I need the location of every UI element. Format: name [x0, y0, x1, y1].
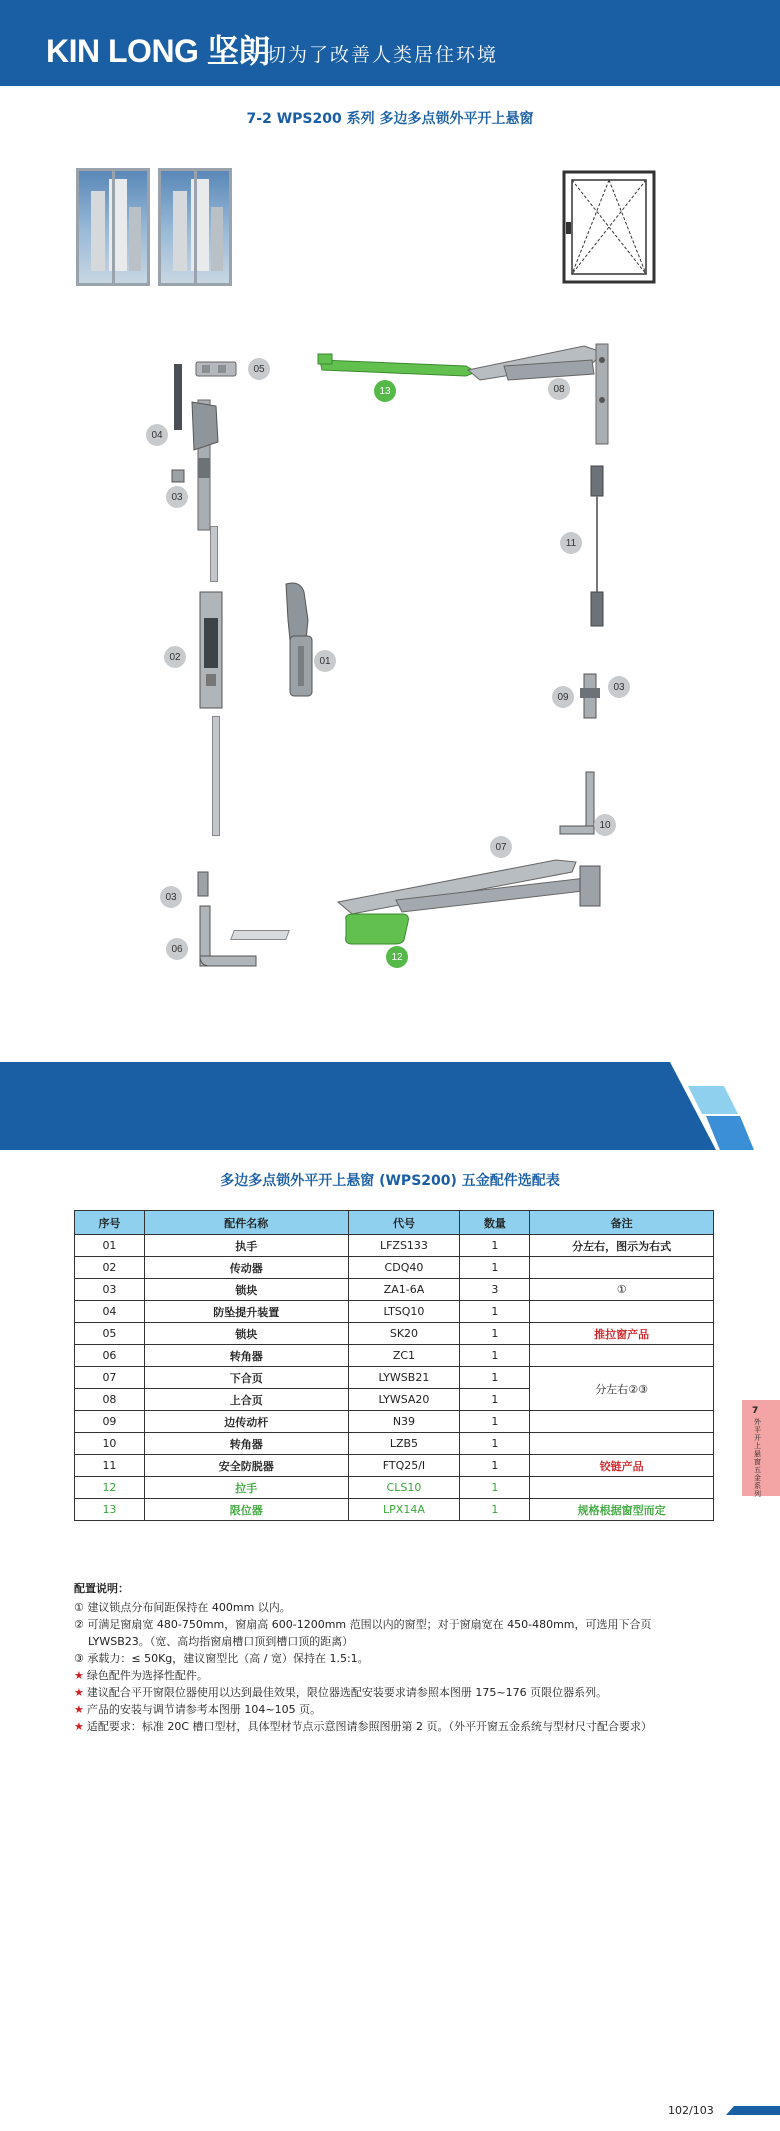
- note-line: ★ 绿色配件为选择性配件。: [74, 1669, 208, 1682]
- cell-code: ZC1: [348, 1345, 460, 1367]
- part-number-02: 02: [164, 646, 186, 668]
- lock-block-part: [194, 870, 212, 900]
- cell-no: 05: [75, 1323, 145, 1345]
- cell-note: 规格根据窗型而定: [530, 1499, 714, 1521]
- cell-no: 07: [75, 1367, 145, 1389]
- cell-name: 安全防脱器: [144, 1455, 348, 1477]
- cell-note: [530, 1257, 714, 1279]
- cell-code: CDQ40: [348, 1257, 460, 1279]
- star-icon: ★: [74, 1686, 84, 1699]
- part-number-10: 10: [594, 814, 616, 836]
- page-number-bar: [726, 2106, 780, 2115]
- table-row: [75, 1279, 714, 1301]
- table-header-row: [75, 1211, 714, 1235]
- chapter-tab: [742, 1400, 780, 1496]
- cell-qty: 1: [460, 1235, 530, 1257]
- notes-heading: 配置说明：: [74, 1582, 129, 1595]
- cell-name: 上合页: [144, 1389, 348, 1411]
- note-line: ★ 建议配合平开窗限位器使用以达到最佳效果，限位器选配安装要求请参照本图册 175~176 页限位器系列。: [74, 1686, 608, 1699]
- upper-hinge-part: [464, 340, 614, 450]
- table-row: [75, 1301, 714, 1323]
- cell-note: [530, 1301, 714, 1323]
- part-number-11: 11: [560, 532, 582, 554]
- window-photo: [76, 168, 150, 286]
- cell-name: 转角器: [144, 1345, 348, 1367]
- cell-name: 边传动杆: [144, 1411, 348, 1433]
- cell-no: 01: [75, 1235, 145, 1257]
- connecting-bar-part: [210, 526, 218, 582]
- cell-qty: 1: [460, 1433, 530, 1455]
- cell-name: 下合页: [144, 1367, 348, 1389]
- transmission-bar-part: [212, 716, 220, 836]
- col-header: 备注: [530, 1211, 714, 1235]
- cell-no: 08: [75, 1389, 145, 1411]
- cell-note: 推拉窗产品: [530, 1323, 714, 1345]
- part-number-06: 06: [166, 938, 188, 960]
- decorative-band: [0, 1062, 780, 1150]
- cell-no: 02: [75, 1257, 145, 1279]
- cell-note: 分左右②③: [530, 1367, 714, 1411]
- cell-qty: 1: [460, 1499, 530, 1521]
- part-number-07: 07: [490, 836, 512, 858]
- handle-part: [276, 580, 320, 698]
- hardware-spec-table: [74, 1210, 714, 1521]
- cell-code: LYWSB21: [348, 1367, 460, 1389]
- cell-no: 12: [75, 1477, 145, 1499]
- table-row: [75, 1235, 714, 1257]
- chapter-tab-number: 7: [752, 1406, 759, 1416]
- cell-note: [530, 1345, 714, 1367]
- cell-qty: 1: [460, 1301, 530, 1323]
- configuration-notes: [74, 1580, 714, 1735]
- lock-block-part: [170, 468, 186, 484]
- cell-code: N39: [348, 1411, 460, 1433]
- page-number: 102/103: [668, 2104, 714, 2117]
- cell-code: SK20: [348, 1323, 460, 1345]
- part-number-03: 03: [608, 676, 630, 698]
- star-icon: ★: [74, 1703, 84, 1716]
- table-row: [75, 1367, 714, 1389]
- cell-qty: 1: [460, 1477, 530, 1499]
- page-header: [0, 0, 780, 86]
- part-number-13: 13: [374, 380, 396, 402]
- cell-code: LPX14A: [348, 1499, 460, 1521]
- note-line: ★ 产品的安装与调节请参考本图册 104~105 页。: [74, 1703, 322, 1716]
- safety-anti-dropout-part: [584, 460, 610, 640]
- cell-code: FTQ25/I: [348, 1455, 460, 1477]
- table-row: [75, 1477, 714, 1499]
- cell-qty: 1: [460, 1323, 530, 1345]
- table-row: [75, 1411, 714, 1433]
- cell-no: 10: [75, 1433, 145, 1455]
- cell-qty: 1: [460, 1455, 530, 1477]
- part-number-12: 12: [386, 946, 408, 968]
- brand-slogan: 一切为了改善人类居住环境: [246, 44, 499, 66]
- star-icon: ★: [74, 1720, 84, 1733]
- part-number-04: 04: [146, 424, 168, 446]
- col-header: 序号: [75, 1211, 145, 1235]
- note-line: ③ 承载力：≤ 50Kg，建议窗型比（高 / 宽）保持在 1.5:1。: [74, 1652, 369, 1665]
- cell-no: 11: [75, 1455, 145, 1477]
- cell-name: 锁块: [144, 1279, 348, 1301]
- note-line: ② 可满足窗扇宽 480-750mm，窗扇高 600-1200mm 范围以内的窗型；对于窗扇宽在 450-480mm，可选用下合页: [74, 1618, 652, 1631]
- cell-name: 执手: [144, 1235, 348, 1257]
- cell-name: 锁块: [144, 1323, 348, 1345]
- brand-logo: KIN LONG 坚朗: [46, 33, 270, 69]
- note-line: LYWSB23。（宽、高均指窗扇槽口顶到槽口顶的距离）: [88, 1635, 354, 1648]
- part-number-09: 09: [552, 686, 574, 708]
- col-header: 配件名称: [144, 1211, 348, 1235]
- cell-qty: 1: [460, 1257, 530, 1279]
- cell-name: 传动器: [144, 1257, 348, 1279]
- window-opening-icon: [562, 170, 656, 284]
- cell-qty: 1: [460, 1367, 530, 1389]
- note-line: ① 建议锁点分布间距保持在 400mm 以内。: [74, 1601, 291, 1614]
- cell-no: 04: [75, 1301, 145, 1323]
- cell-no: 03: [75, 1279, 145, 1301]
- cell-code: LZB5: [348, 1433, 460, 1455]
- flat-rod-part: [230, 930, 290, 940]
- cell-note: ①: [530, 1279, 714, 1301]
- pull-handle-part: [340, 910, 412, 948]
- cell-code: ZA1-6A: [348, 1279, 460, 1301]
- part-number-03: 03: [160, 886, 182, 908]
- part-number-08: 08: [548, 378, 570, 400]
- table-row: [75, 1499, 714, 1521]
- window-photo: [158, 168, 232, 286]
- cell-qty: 1: [460, 1389, 530, 1411]
- page-title: 7-2 WPS200 系列 多边多点锁外平开上悬窗: [246, 111, 534, 127]
- table-row: [75, 1257, 714, 1279]
- side-drive-rod-part: [576, 672, 606, 722]
- anti-drop-lifting-device-part: [168, 362, 228, 542]
- table-row: [75, 1433, 714, 1455]
- cell-note: [530, 1477, 714, 1499]
- table-row: [75, 1345, 714, 1367]
- cell-note: [530, 1411, 714, 1433]
- col-header: 代号: [348, 1211, 460, 1235]
- stay-limiter-part: [316, 352, 480, 380]
- cell-qty: 1: [460, 1411, 530, 1433]
- part-number-03: 03: [166, 486, 188, 508]
- cell-qty: 3: [460, 1279, 530, 1301]
- table-row: [75, 1455, 714, 1477]
- cell-name: 转角器: [144, 1433, 348, 1455]
- cell-note: 铰链产品: [530, 1455, 714, 1477]
- part-number-01: 01: [314, 650, 336, 672]
- col-header: 数量: [460, 1211, 530, 1235]
- cell-code: CLS10: [348, 1477, 460, 1499]
- cell-no: 06: [75, 1345, 145, 1367]
- cell-name: 拉手: [144, 1477, 348, 1499]
- cell-code: LFZS133: [348, 1235, 460, 1257]
- gearbox-part: [196, 590, 226, 710]
- cell-note: 分左右，图示为右式: [530, 1235, 714, 1257]
- cell-name: 防坠提升装置: [144, 1301, 348, 1323]
- cell-qty: 1: [460, 1345, 530, 1367]
- note-line: ★ 适配要求：标准 20C 槽口型材，具体型材节点示意图请参照图册第 2 页。（外平开窗五金系统与型材尺寸配合要求）: [74, 1720, 653, 1733]
- cell-no: 09: [75, 1411, 145, 1433]
- chapter-tab-text: 外平开上悬窗五金系列: [754, 1418, 761, 1498]
- star-icon: ★: [74, 1669, 84, 1682]
- table-title: 多边多点锁外平开上悬窗 (WPS200) 五金配件选配表: [220, 1173, 560, 1189]
- cell-no: 13: [75, 1499, 145, 1521]
- part-number-05: 05: [248, 358, 270, 380]
- cell-name: 限位器: [144, 1499, 348, 1521]
- cell-note: [530, 1433, 714, 1455]
- table-row: [75, 1323, 714, 1345]
- cell-code: LTSQ10: [348, 1301, 460, 1323]
- cell-code: LYWSA20: [348, 1389, 460, 1411]
